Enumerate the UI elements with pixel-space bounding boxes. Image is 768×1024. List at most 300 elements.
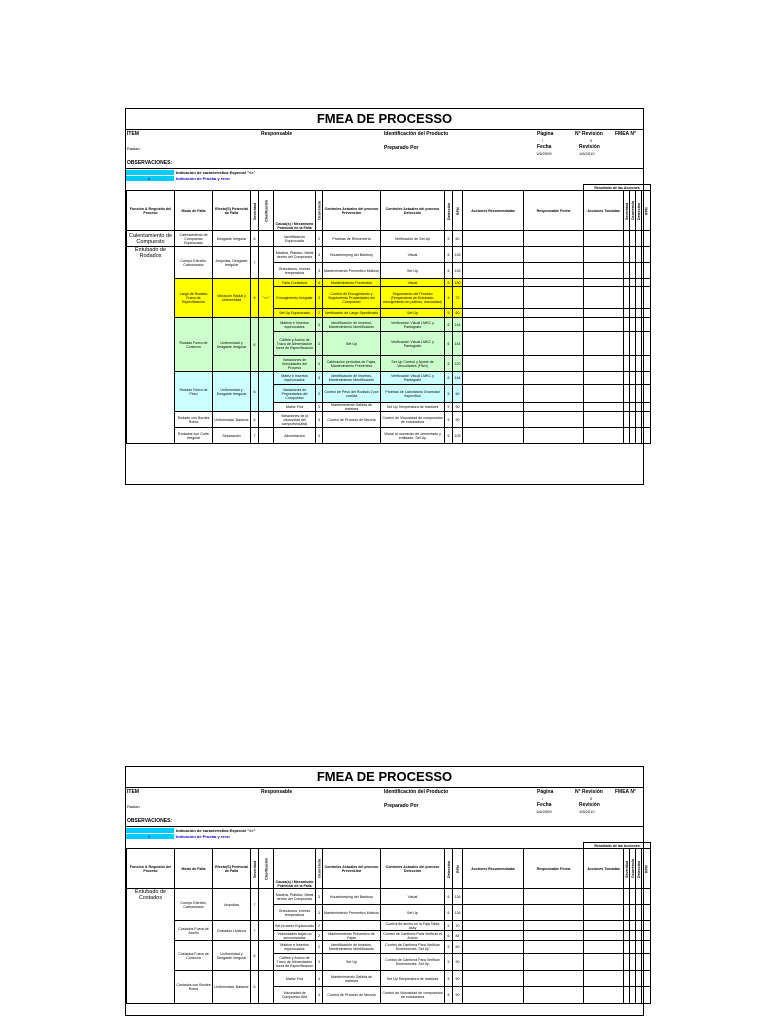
clasificacion-cell xyxy=(259,372,274,412)
empty-cell xyxy=(463,247,524,263)
efecto-cell: Uniformidad, Balance xyxy=(213,412,251,428)
ocurrencia-cell: 3 xyxy=(316,263,323,279)
col-clasificacion: Clasificación xyxy=(259,191,274,231)
deteccion-ctrl-cell: Control de Cantimra Para Verificar Dimensiones. Set Up xyxy=(381,954,445,971)
severidad-cell: 6 xyxy=(251,318,259,372)
empty-cell xyxy=(642,279,651,287)
prevencion-cell: Control de Proceso de Mezcla xyxy=(323,412,381,428)
empty-cell xyxy=(584,941,624,954)
ocurrencia-cell: 3 xyxy=(316,412,323,428)
rpn-cell: 126 xyxy=(453,263,463,279)
ocurrencia-cell: 2 xyxy=(316,309,323,318)
empty-cell xyxy=(463,372,524,385)
empty-cell xyxy=(642,921,651,931)
empty-cell xyxy=(642,318,651,332)
empty-cell xyxy=(584,428,624,444)
empty-cell xyxy=(524,931,584,941)
severidad-cell: 7 xyxy=(251,247,259,279)
deteccion-cell: 5 xyxy=(445,941,453,954)
severidad-cell: 7 xyxy=(251,889,259,921)
col-tomadas: Acciones Tomadas xyxy=(584,191,624,231)
empty-cell xyxy=(524,263,584,279)
ocurrencia-cell: 2 xyxy=(316,941,323,954)
empty-cell xyxy=(642,247,651,263)
empty-cell xyxy=(463,332,524,356)
causa-cell: Alimentación xyxy=(274,428,316,444)
severidad-cell: 6 xyxy=(251,279,259,318)
empty-cell xyxy=(463,931,524,941)
table-row xyxy=(127,889,651,905)
ocurrencia-cell: 4 xyxy=(316,279,323,287)
empty-cell xyxy=(463,889,524,905)
prevencion-cell: Calibración periódica de Fajas, Mantenimiento Preventivo xyxy=(323,356,381,372)
col-severidad: Severidad xyxy=(251,191,259,231)
prevencion-cell: Mantenimiento Preventivo Molinos xyxy=(323,263,381,279)
deteccion-cell: 6 xyxy=(445,263,453,279)
empty-cell xyxy=(463,263,524,279)
empty-cell xyxy=(524,247,584,263)
observaciones-label: OBSERVACIONES: xyxy=(127,160,173,166)
rpn-cell: 60 xyxy=(453,385,463,403)
deteccion-cell: 6 xyxy=(445,905,453,921)
rpn-cell: 70 xyxy=(453,921,463,931)
col-causa: Causa(s) / Mecanismo Potencial de la Falla xyxy=(274,191,316,231)
table-row xyxy=(127,412,651,428)
empty-cell xyxy=(463,403,524,412)
deteccion-ctrl-cell: Verificación Visual LMKC y Pantógrafo xyxy=(381,332,445,356)
fmea-body-1 xyxy=(127,231,651,444)
revision-no-label: N° Revisión xyxy=(575,789,603,795)
col-prevencion: Controles Actuales del proceso Prevención xyxy=(323,849,381,889)
col-ocurrencia: Ocurrencia xyxy=(316,191,323,231)
deteccion-cell: 5 xyxy=(445,987,453,1004)
causa-cell: Matriz Fría xyxy=(274,403,316,412)
fecha-value: 1/6/2009 xyxy=(536,809,552,814)
rpn-cell: 60 xyxy=(453,309,463,318)
item-label: ÍTEM xyxy=(127,131,139,137)
prevencion-cell: Identificación de Insertos, Mantenimiento Identificación xyxy=(323,941,381,954)
empty-cell xyxy=(463,385,524,403)
ocurrencia-cell: 2 xyxy=(316,231,323,247)
empty-cell xyxy=(642,905,651,921)
empty-cell xyxy=(463,971,524,987)
fmea-no-label: FMEA N° xyxy=(615,131,636,137)
table-row xyxy=(127,941,651,954)
rpn-cell: 126 xyxy=(453,905,463,921)
prevencion-cell: Mantenimiento Galleta de matrices xyxy=(323,403,381,412)
rpn-cell: 144 xyxy=(453,372,463,385)
revision-label: Revisión xyxy=(579,144,600,150)
ocurrencia-cell: 4 xyxy=(316,356,323,372)
efecto-cell: Ampollas xyxy=(213,889,251,921)
ocurrencia-cell: 2 xyxy=(316,931,323,941)
identificacion-label: Identificación del Producto xyxy=(384,789,449,795)
empty-cell xyxy=(524,318,584,332)
rpn-cell: 84 xyxy=(453,931,463,941)
causa-cell: Madera, Plástico, Metal dentro del Compuesto xyxy=(274,889,316,905)
revision-label: Revisión xyxy=(579,802,600,808)
empty-cell xyxy=(642,987,651,1004)
empty-cell xyxy=(642,372,651,385)
revision-value: 1/6/2010 xyxy=(579,151,595,156)
empty-cell xyxy=(584,403,624,412)
deteccion-cell: 5 xyxy=(445,231,453,247)
fmea-body-2 xyxy=(127,889,651,1004)
modo-cell: Rodado Fuera de Contorno xyxy=(175,318,213,372)
deteccion-cell: 6 xyxy=(445,279,453,287)
responsable-label: Responsable xyxy=(261,789,293,795)
empty-cell xyxy=(642,263,651,279)
rpn-cell: 126 xyxy=(453,247,463,263)
ocurrencia-cell: 3 xyxy=(316,332,323,356)
empty-cell xyxy=(642,385,651,403)
item-value: Rastan xyxy=(127,804,140,809)
empty-cell xyxy=(463,905,524,921)
prevencion-cell: Control de Encogimiento y Seguimiento Propiedades del Compuesto xyxy=(323,287,381,309)
results-header: Resultado de las Acciones xyxy=(584,843,651,849)
prevencion-cell: Control de Peso del Rodado 2 por corrida xyxy=(323,385,381,403)
empty-cell xyxy=(584,931,624,941)
rpn-cell: 90 xyxy=(453,954,463,971)
clasificacion-cell xyxy=(259,231,274,247)
empty-cell xyxy=(642,889,651,905)
col-rpn: RPN xyxy=(453,849,463,889)
pagina-label: Página xyxy=(537,131,554,137)
empty-cell xyxy=(584,987,624,1004)
deteccion-ctrl-cell: Set Up Control y Ajuste de Velocidades (Fitch) xyxy=(381,356,445,372)
deteccion-cell: 4 xyxy=(445,287,453,309)
causa-cell: Viscosidad de Compuesto Alta xyxy=(274,987,316,1004)
empty-cell xyxy=(584,921,624,931)
empty-cell xyxy=(524,309,584,318)
deteccion-cell: 5 xyxy=(445,356,453,372)
pagina-label: Página xyxy=(537,789,554,795)
prevencion-cell: Mantenimiento Preventivo de Fajas xyxy=(323,931,381,941)
fmea-sheet-1: FMEA DE PROCESSO ÍTEM Responsable Identificación del Producto Página / N° Revisión 0 FMEA N° Rastan Preparado Por Fecha Revisión 1/6/2009 1/6/2010 OBSERVACIONES: Indicación de característica Especial "<>" # Indicación de Prueba y error Resultado de las Acciones Función & Requisito del Proceso Modo de Falla Efecto(S) Potencial de Falla Severidad Clasificación Causa(s) / Mecanismo Potencial de la Falla Ocurrencia Controles Actuales del proceso Prevención Controles Actuales del proceso Detección Detección RPN Acciones Recomendadas Responsable Fecha Acciones Tomadas Severidad Ocurrencia Detección RPN Calentamiento de Compuesto Calentamiento de Compuesto Equivocado Desgaste Irregular 6 Identificación Equivocada 2 Pruebas de Rheometría Verificación de Set Up 5 60 Entubado de Rodados Cuerpo Extraño, Carbonizado Ampollas, Desgaste Irregular 7 Madera, Plástico, Metal dentro del Compuesto 3 Housekeeping del Banbury Visual 6 126 Gránulosos, exceso temperatura 3 Mantenimiento Preventivo Molinos Set Up 6 126 Largo de Rodado Fuera de Especificación Vibración Radial y Uniformidad 6 "<>" Falla Cortadora 4 Mantenimiento Preventivo Visual 6 150 Encogimiento Irregular 3 Control de Encogimiento y Seguimiento Propiedades del Compuesto Seguimiento del Proceso (Temperatura de Entubado, encogimiento en polines, viscosidad) 4 72 Set Up Equivocado 2 Verificación de Largo Specificado Set Up 5 60 Rodado Fuera de Contorno Uniformidad y Desgaste Irregular 6 Matrice e Insertos equivocados 3 Identificación de Insertos, Mantenimiento Identificación Verificación Visual LMKC y Pantógrafo 6 144 Calibre y Ancho de Trazo de Alimentación fuera de Especificación 3 Set Up Verificación Visual LMKC y Pantógrafo 6 144 Variaciones de Velocidades del Proceso 4 Calibración periódica de Fajas, Mantenimiento Preventivo Set Up Control y Ajuste de Velocidades (Fitch) 5 120 Rodado Fuera de Peso Uniformidad y Desgaste Irregular 6 Matriz e Insertos equivocados 3 Identificación de Insertos, Mantenimiento Identificación Verificación Visual LMKC y Pantógrafo 6 144 Variaciones de Propiedades del Compuesto 2 Control de Peso del Rodado 2 por corrida Pruebas de Laboratorio Gravedad específica 5 60 Matriz Fría 3 Mantenimiento Galleta de matrices Set Up Temperatura de matrices 5 90 Rodado con Bordes Rotos Uniformidad, Balance 6 Variaciones de la viscosidad del compuesto(alta) 3 Control de Proceso de Mezcla Control de Viscosidad de compuestos de entubadora 5 90 Rodados con Corte Irregular Separación 7 Alimentación 3 Visual al momento del cementado y entibiado. Set Up 5 105 xyxy=(125,108,644,485)
modo-cell: Rodados con Corte Irregular xyxy=(175,428,213,444)
ocurrencia-cell: 3 xyxy=(316,889,323,905)
empty-cell xyxy=(584,889,624,905)
empty-cell xyxy=(463,412,524,428)
col-efecto: Efecto(S) Potencial de Falla xyxy=(213,849,251,889)
modo-cell: Calentamiento de Compuesto Equivocado xyxy=(175,231,213,247)
causa-cell: Set Up Equivocado xyxy=(274,309,316,318)
deteccion-cell: 5 xyxy=(445,971,453,987)
empty-cell xyxy=(584,412,624,428)
efecto-cell: Uniformidad, Balance xyxy=(213,971,251,1004)
deteccion-ctrl-cell: Verificación de Set Up xyxy=(381,231,445,247)
empty-cell xyxy=(642,332,651,356)
efecto-cell: Separación xyxy=(213,428,251,444)
severidad-cell: 7 xyxy=(251,921,259,941)
clasificacion-cell xyxy=(259,971,274,1004)
prevencion-cell: Mantenimiento Galleta de matrices xyxy=(323,971,381,987)
deteccion-cell: 5 xyxy=(445,403,453,412)
empty-cell xyxy=(463,318,524,332)
empty-cell xyxy=(584,385,624,403)
empty-cell xyxy=(584,954,624,971)
empty-cell xyxy=(524,971,584,987)
clasificacion-cell xyxy=(259,428,274,444)
deteccion-ctrl-cell: Pruebas de Laboratorio Gravedad específica xyxy=(381,385,445,403)
rpn-cell: 90 xyxy=(453,412,463,428)
causa-cell: Matriz Fría xyxy=(274,971,316,987)
causa-cell: Matriz e Insertos equivocados xyxy=(274,372,316,385)
causa-cell: Encogimiento Irregular xyxy=(274,287,316,309)
fecha-label: Fecha xyxy=(537,144,552,150)
deteccion-cell: 6 xyxy=(445,372,453,385)
empty-cell xyxy=(524,954,584,971)
modo-cell: Costados Fuera de Contorno xyxy=(175,941,213,971)
prevencion-cell xyxy=(323,921,381,931)
empty-cell xyxy=(524,941,584,954)
rpn-cell: 144 xyxy=(453,332,463,356)
empty-cell xyxy=(584,372,624,385)
prevencion-cell: Identificación de Insertos, Mantenimiento Identificación xyxy=(323,372,381,385)
ocurrencia-cell: 2 xyxy=(316,921,323,931)
funcion-cell: Entubado de Costados xyxy=(127,889,175,1004)
col-responsable: Responsable Fecha xyxy=(524,191,584,231)
deteccion-ctrl-cell: Set Up xyxy=(381,263,445,279)
empty-cell xyxy=(642,954,651,971)
deteccion-ctrl-cell: Verificación Visual LMKC y Pantógrafo xyxy=(381,372,445,385)
empty-cell xyxy=(642,231,651,247)
empty-cell xyxy=(524,905,584,921)
deteccion-ctrl-cell: Set Up xyxy=(381,905,445,921)
deteccion-cell: 5 xyxy=(445,412,453,428)
clasificacion-cell xyxy=(259,412,274,428)
col-modo: Modo de Falla xyxy=(175,849,213,889)
modo-cell: Cuerpo Extraño, Carbonizado xyxy=(175,247,213,279)
clasificacion-cell xyxy=(259,318,274,372)
ocurrencia-cell: 3 xyxy=(316,403,323,412)
empty-cell xyxy=(642,309,651,318)
empty-cell xyxy=(642,412,651,428)
empty-cell xyxy=(642,428,651,444)
deteccion-cell: 6 xyxy=(445,247,453,263)
table-row xyxy=(127,971,651,987)
clasificacion-cell xyxy=(259,921,274,941)
empty-cell xyxy=(584,247,624,263)
causa-cell: Calibre y Ancho de Trazo de Alimentación fuera de Especificación xyxy=(274,954,316,971)
deteccion-ctrl-cell: Control de Cantimra Para Verificar el Ancho xyxy=(381,931,445,941)
table-row xyxy=(127,279,651,287)
revision-no-label: N° Revisión xyxy=(575,131,603,137)
modo-cell: Largo de Rodado Fuera de Especificación xyxy=(175,279,213,318)
ocurrencia-cell: 3 xyxy=(316,318,323,332)
fmea-table-1: Resultado de las Acciones Función & Requisito del Proceso Modo de Falla Efecto(S) Potencial de Falla Severidad Clasificación Causa(s) / Mecanismo Potencial de la Falla Ocurrencia Controles Actuales del proceso Prevención Controles Actuales del proceso Detección Detección RPN Acciones Recomendadas Responsable Fecha Acciones Tomadas Severidad Ocurrencia Detección RPN Calentamiento de Compuesto Calentamiento de Compuesto Equivocado Desgaste Irregular 6 Identificación Equivocada 2 Pruebas de Rheometría Verificación de Set Up 5 60 Entubado de Rodados Cuerpo Extraño, Carbonizado Ampollas, Desgaste Irregular 7 Madera, Plástico, Metal dentro del Compuesto 3 Housekeeping del Banbury Visual 6 126 Gránulosos, exceso temperatura 3 Mantenimiento Preventivo Molinos Set Up 6 126 Largo de Rodado Fuera de Especificación Vibración Radial y Uniformidad 6 "<>" Falla Cortadora 4 Mantenimiento Preventivo Visual 6 150 Encogimiento Irregular 3 Control de Encogimiento y Seguimiento Propiedades del Compuesto Seguimiento del Proceso (Temperatura de Entubado, encogimiento en polines, viscosidad) 4 72 Set Up Equivocado 2 Verificación de Largo Specificado Set Up 5 60 Rodado Fuera de Contorno Uniformidad y Desgaste Irregular 6 Matrice e Insertos equivocados 3 Identificación de Insertos, Mantenimiento Identificación Verificación Visual LMKC y Pantógrafo 6 144 Calibre y Ancho de Trazo de Alimentación fuera de Especificación 3 Set Up Verificación Visual LMKC y Pantógrafo 6 144 Variaciones de Velocidades del Proceso 4 Calibración periódica de Fajas, Mantenimiento Preventivo Set Up Control y Ajuste de Velocidades (Fitch) 5 120 Rodado Fuera de Peso Uniformidad y Desgaste Irregular 6 Matriz e Insertos equivocados 3 Identificación de Insertos, Mantenimiento Identificación Verificación Visual LMKC y Pantógrafo 6 144 Variaciones de Propiedades del Compuesto 2 Control de Peso del Rodado 2 por corrida Pruebas de Laboratorio Gravedad específica 5 60 Matriz Fría 3 Mantenimiento Galleta de matrices Set Up Temperatura de matrices 5 90 Rodado con Bordes Rotos Uniformidad, Balance 6 Variaciones de la viscosidad del compuesto(alta) 3 Control de Proceso de Mezcla Control de Viscosidad de compuestos de entubadora 5 90 Rodados con Corte Irregular Separación 7 Alimentación 3 Visual al momento del cementado y entibiado. Set Up 5 105 xyxy=(126,184,651,444)
causa-cell: Matrice e Insertos equivocados xyxy=(274,941,316,954)
ocurrencia-cell: 3 xyxy=(316,287,323,309)
modo-cell: Cuerpo Extraño, Carbonizado xyxy=(175,889,213,921)
legend-trial: Indicación de Prueba y error xyxy=(176,834,231,839)
revision-value: 1/6/2010 xyxy=(579,809,595,814)
efecto-cell: Uniformidad y Desgaste Irregular xyxy=(213,372,251,412)
table-row xyxy=(127,921,651,931)
rpn-cell: 126 xyxy=(453,889,463,905)
empty-cell xyxy=(642,403,651,412)
deteccion-cell: 5 xyxy=(445,954,453,971)
empty-cell xyxy=(524,356,584,372)
prevencion-cell: Housekeeping del Banbury xyxy=(323,889,381,905)
deteccion-ctrl-cell: Visual xyxy=(381,247,445,263)
empty-cell xyxy=(524,428,584,444)
prevencion-cell: Set Up xyxy=(323,332,381,356)
severidad-cell: 6 xyxy=(251,412,259,428)
rpn-cell: 90 xyxy=(453,403,463,412)
col-ocurrencia: Ocurrencia xyxy=(316,849,323,889)
observaciones-label: OBSERVACIONES: xyxy=(127,818,173,824)
empty-cell xyxy=(524,987,584,1004)
col-deteccion-ctrl: Controles Actuales del proceso Detección xyxy=(381,849,445,889)
identificacion-label: Identificación del Producto xyxy=(384,131,449,137)
fecha-label: Fecha xyxy=(537,802,552,808)
deteccion-cell: 5 xyxy=(445,921,453,931)
severidad-cell: 6 xyxy=(251,372,259,412)
causa-cell: Falla Cortadora xyxy=(274,279,316,287)
deteccion-ctrl-cell: Set Up Temperatura de matrices xyxy=(381,971,445,987)
empty-cell xyxy=(463,309,524,318)
severidad-cell: 6 xyxy=(251,971,259,1004)
responsable-label: Responsable xyxy=(261,131,293,137)
deteccion-cell: 6 xyxy=(445,318,453,332)
efecto-cell: Uniformidad y Desgaste Irregular xyxy=(213,941,251,971)
empty-cell xyxy=(642,356,651,372)
rpn-cell: 120 xyxy=(453,356,463,372)
ocurrencia-cell: 3 xyxy=(316,954,323,971)
modo-cell: Costados con Bordes Rotos xyxy=(175,971,213,1004)
prevencion-cell: Housekeeping del Banbury xyxy=(323,247,381,263)
deteccion-ctrl-cell: Set Up xyxy=(381,309,445,318)
causa-cell: Granulosos, exceso temperatura xyxy=(274,905,316,921)
causa-cell: Gránulosos, exceso temperatura xyxy=(274,263,316,279)
deteccion-ctrl-cell: Visual xyxy=(381,889,445,905)
prevencion-cell: Verificación de Largo Specificado xyxy=(323,309,381,318)
col-funcion: Función & Requisito del Proceso xyxy=(127,191,175,231)
table-row xyxy=(127,372,651,385)
deteccion-cell: 6 xyxy=(445,332,453,356)
col-acciones: Acciones Recomendadas xyxy=(463,191,524,231)
empty-cell xyxy=(642,941,651,954)
rpn-cell: 90 xyxy=(453,971,463,987)
empty-cell xyxy=(524,412,584,428)
prevencion-cell: Mantenimiento Preventivo Molinos xyxy=(323,905,381,921)
ocurrencia-cell: 3 xyxy=(316,905,323,921)
prevencion-cell xyxy=(323,428,381,444)
empty-cell xyxy=(463,954,524,971)
ocurrencia-cell: 2 xyxy=(316,385,323,403)
modo-cell: Costados Fuera de Ancho xyxy=(175,921,213,941)
deteccion-cell: 5 xyxy=(445,309,453,318)
sheet-title: FMEA DE PROCESSO xyxy=(316,111,453,126)
fecha-value: 1/6/2009 xyxy=(536,151,552,156)
empty-cell xyxy=(463,428,524,444)
legend-special: Indicación de característica Especial "<>" xyxy=(176,828,256,833)
deteccion-ctrl-cell: Verificación Visual LMKC y Pantógrafo xyxy=(381,318,445,332)
deteccion-ctrl-cell: Visual xyxy=(381,279,445,287)
causa-cell: Matrice e Insertos equivocados xyxy=(274,318,316,332)
empty-cell xyxy=(584,332,624,356)
causa-cell: Identificación Equivocada xyxy=(274,231,316,247)
prevencion-cell: Control de Proceso de Mezcla xyxy=(323,987,381,1004)
deteccion-cell: 5 xyxy=(445,428,453,444)
rpn-cell: 105 xyxy=(453,428,463,444)
efecto-cell: Costados Livianos xyxy=(213,921,251,941)
empty-cell xyxy=(584,287,624,309)
fmea-sheet-2: FMEA DE PROCESSO ÍTEM Responsable Identificación del Producto Página / N° Revisión 0 FMEA N° Rastan Preparado Por Fecha Revisión 1/6/2009 1/6/2010 OBSERVACIONES: Indicación de característica Especial "<>" # Indicación de Prueba y error Resultado de las Acciones Función & Requisito del Proceso Modo de Falla Efecto(S) Potencial de Falla Severidad Clasificación Causa(s) / Mecanismo Potencial de la Falla Ocurrencia Controles Actuales del proceso Prevención Controles Actuales del proceso Detección Detección RPN Acciones Recomendadas Responsable Fecha Acciones Tomadas Severidad Ocurrencia Detección RPN Entubado de Costados Cuerpo Extraño, Carbonizado Ampollas 7 Madera, Plástico, Metal dentro del Compuesto 3 Housekeeping del Banbury Visual 6 126 Granulosos, exceso temperatura 3 Mantenimiento Preventivo Molinos Set Up 6 126 Costados Fuera de Ancho Costados Livianos 7 Set proceso Equivocado 2 Control de ancho en la Faja Tabla Assy 5 70 Velocidades bajas no sincronizadas 2 Mantenimiento Preventivo de Fajas Control de Cantimra Para Verificar el Ancho 6 84 Costados Fuera de Contorno Uniformidad y Desgaste Irregular 6 Matrice e Insertos equivocados 2 Identificación de Insertos, Mantenimiento Identificación Control de Cantimra Para Verificar Dimensiones. Set Up 5 60 Calibre y Ancho de Trazo de Alimentación fuera de Especificación 3 Set Up Control de Cantimra Para Verificar Dimensiones. Set Up 5 90 Costados con Bordes Rotos Uniformidad, Balance 6 Matriz Fría 3 Mantenimiento Galleta de matrices Set Up Temperatura de matrices 5 90 Viscosidad de Compuesto Alta 3 Control de Proceso de Mezcla Control de Viscosidad de compuestos de entubadora 5 90 xyxy=(125,766,644,1016)
col-funcion: Función & Requisito del Proceso xyxy=(127,849,175,889)
item-label: ÍTEM xyxy=(127,789,139,795)
clasificacion-cell xyxy=(259,247,274,279)
ocurrencia-cell: 3 xyxy=(316,971,323,987)
empty-cell xyxy=(463,231,524,247)
severidad-cell: 6 xyxy=(251,941,259,971)
clasificacion-cell: "<>" xyxy=(259,279,274,318)
empty-cell xyxy=(584,279,624,287)
rpn-cell: 90 xyxy=(453,987,463,1004)
rpn-cell: 150 xyxy=(454,280,461,285)
col-rpn: RPN xyxy=(453,191,463,231)
empty-cell xyxy=(524,921,584,931)
ocurrencia-cell: 3 xyxy=(316,987,323,1004)
empty-cell xyxy=(524,372,584,385)
ocurrencia-cell: 3 xyxy=(316,428,323,444)
empty-cell xyxy=(463,356,524,372)
rpn-cell: 60 xyxy=(453,941,463,954)
col-clasificacion: Clasificación xyxy=(259,849,274,889)
fmea-table-2: Resultado de las Acciones Función & Requisito del Proceso Modo de Falla Efecto(S) Potencial de Falla Severidad Clasificación Causa(s) / Mecanismo Potencial de la Falla Ocurrencia Controles Actuales del proceso Prevención Controles Actuales del proceso Detección Detección RPN Acciones Recomendadas Responsable Fecha Acciones Tomadas Severidad Ocurrencia Detección RPN Entubado de Costados Cuerpo Extraño, Carbonizado Ampollas 7 Madera, Plástico, Metal dentro del Compuesto 3 Housekeeping del Banbury Visual 6 126 Granulosos, exceso temperatura 3 Mantenimiento Preventivo Molinos Set Up 6 126 Costados Fuera de Ancho Costados Livianos 7 Set proceso Equivocado 2 Control de ancho en la Faja Tabla Assy 5 70 Velocidades bajas no sincronizadas 2 Mantenimiento Preventivo de Fajas Control de Cantimra Para Verificar el Ancho 6 84 Costados Fuera de Contorno Uniformidad y Desgaste Irregular 6 Matrice e Insertos equivocados 2 Identificación de Insertos, Mantenimiento Identificación Control de Cantimra Para Verificar Dimensiones. Set Up 5 60 Calibre y Ancho de Trazo de Alimentación fuera de Especificación 3 Set Up Control de Cantimra Para Verificar Dimensiones. Set Up 5 90 Costados con Bordes Rotos Uniformidad, Balance 6 Matriz Fría 3 Mantenimiento Galleta de matrices Set Up Temperatura de matrices 5 90 Viscosidad de Compuesto Alta 3 Control de Proceso de Mezcla Control de Viscosidad de compuestos de entubadora 5 90 xyxy=(126,842,651,1004)
prevencion-cell: Pruebas de Rheometría xyxy=(323,231,381,247)
empty-cell xyxy=(584,971,624,987)
deteccion-ctrl-cell: Control de Viscosidad de compuestos de entubadora xyxy=(381,412,445,428)
deteccion-cell: 5 xyxy=(445,385,453,403)
ocurrencia-cell: 3 xyxy=(316,247,323,263)
item-value: Rastan xyxy=(127,146,140,151)
empty-cell xyxy=(463,279,524,287)
fmea-no-label: FMEA N° xyxy=(615,789,636,795)
empty-cell xyxy=(524,385,584,403)
causa-cell: Variaciones de la viscosidad del compuesto(alta) xyxy=(274,412,316,428)
prevencion-cell: Identificación de Insertos, Mantenimiento Identificación xyxy=(323,318,381,332)
col-responsable: Responsable Fecha xyxy=(524,849,584,889)
modo-cell: Rodado Fuera de Peso xyxy=(175,372,213,412)
empty-cell xyxy=(524,287,584,309)
deteccion-ctrl-cell: Control de ancho en la Faja Tabla Assy xyxy=(381,921,445,931)
severidad-cell: 7 xyxy=(251,428,259,444)
empty-cell xyxy=(584,231,624,247)
empty-cell xyxy=(463,987,524,1004)
funcion-cell: Calentamiento de Compuesto xyxy=(127,231,175,247)
table-row xyxy=(127,428,651,444)
empty-cell xyxy=(524,889,584,905)
col-modo: Modo de Falla xyxy=(175,191,213,231)
rpn-cell: 72 xyxy=(453,287,463,309)
empty-cell xyxy=(524,332,584,356)
empty-cell xyxy=(584,263,624,279)
preparado-label: Preparado Por xyxy=(384,803,419,809)
empty-cell xyxy=(584,356,624,372)
efecto-cell: Desgaste Irregular xyxy=(213,231,251,247)
clasificacion-cell xyxy=(259,889,274,921)
causa-cell: Calibre y Ancho de Trazo de Alimentación fuera de Especificación xyxy=(274,332,316,356)
deteccion-ctrl-cell: Control de Viscosidad de compuestos de entubadora xyxy=(381,987,445,1004)
legend-special: Indicación de característica Especial "<>" xyxy=(176,170,256,175)
causa-cell: Variaciones de Velocidades del Proceso xyxy=(274,356,316,372)
deteccion-cell: 6 xyxy=(445,931,453,941)
deteccion-ctrl-cell: Control de Cantimra Para Verificar Dimensiones. Set Up xyxy=(381,941,445,954)
empty-cell xyxy=(463,941,524,954)
col-tomadas: Acciones Tomadas xyxy=(584,849,624,889)
